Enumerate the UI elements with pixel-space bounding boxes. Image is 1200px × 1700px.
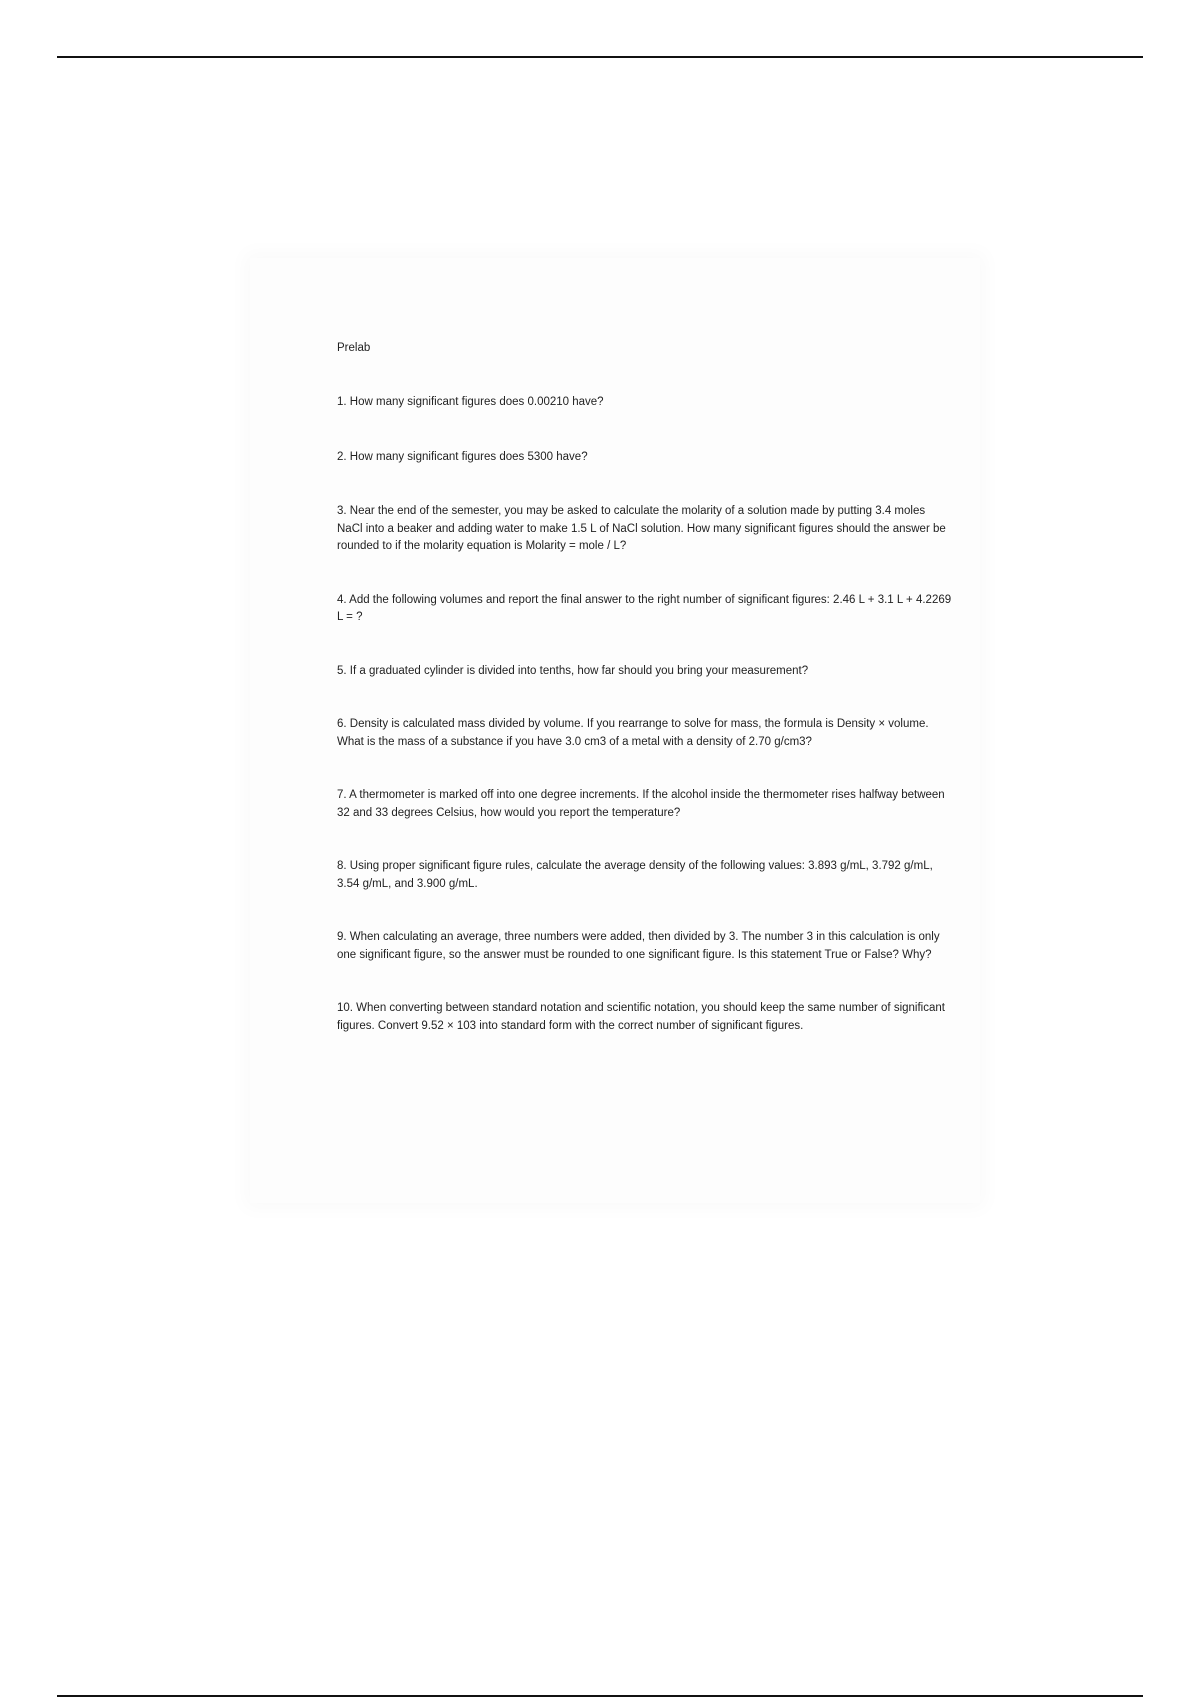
question-2: 2. How many significant figures does 5300 have? bbox=[337, 450, 588, 463]
question-8: 8. Using proper significant figure rules, calculate the average density of the following values: 3.893 g/mL, 3.792 g/mL, 3.54 g/mL, and 3.900 g/mL. bbox=[337, 860, 933, 890]
question-1: 1. How many significant figures does 0.00210 have? bbox=[337, 396, 604, 408]
question-6: 6. Density is calculated mass divided by volume. If you rearrange to solve for mass, the formula is Density × volume. What is the mass of a substance if you have 3.0 cm3 of a metal with a density of 2.70 g/cm3? bbox=[337, 718, 929, 748]
question-5: 5. If a graduated cylinder is divided into tenths, how far should you bring your measurement? bbox=[337, 664, 809, 677]
document-content bbox=[337, 340, 952, 1035]
question-7: 7. A thermometer is marked off into one degree increments. If the alcohol inside the thermometer rises halfway between 32 and 33 degrees Celsius, how would you report the temperature? bbox=[337, 789, 945, 819]
question-3: 3. Near the end of the semester, you may be asked to calculate the molarity of a solution made by putting 3.4 moles NaCl into a beaker and adding water to make 1.5 L of NaCl solution. How many significant figures should the answer be rounded to if the molarity equation is Molarity = mole / L? bbox=[337, 505, 946, 552]
bottom-rule bbox=[57, 1695, 1143, 1697]
question-9: 9. When calculating an average, three numbers were added, then divided by 3. The number 3 in this calculation is only one significant figure, so the answer must be rounded to one significant figure. Is this statement True or False? Why? bbox=[337, 931, 940, 961]
document-heading: Prelab bbox=[337, 342, 371, 354]
question-4: 4. Add the following volumes and report the final answer to the right number of significant figures: 2.46 L + 3.1 L + 4.2269 L = ? bbox=[337, 593, 952, 623]
question-10: 10. When converting between standard notation and scientific notation, you should keep the same number of significant figures. Convert 9.52 × 103 into standard form with the correct number of significant figures. bbox=[337, 1002, 945, 1032]
top-rule bbox=[57, 56, 1143, 58]
